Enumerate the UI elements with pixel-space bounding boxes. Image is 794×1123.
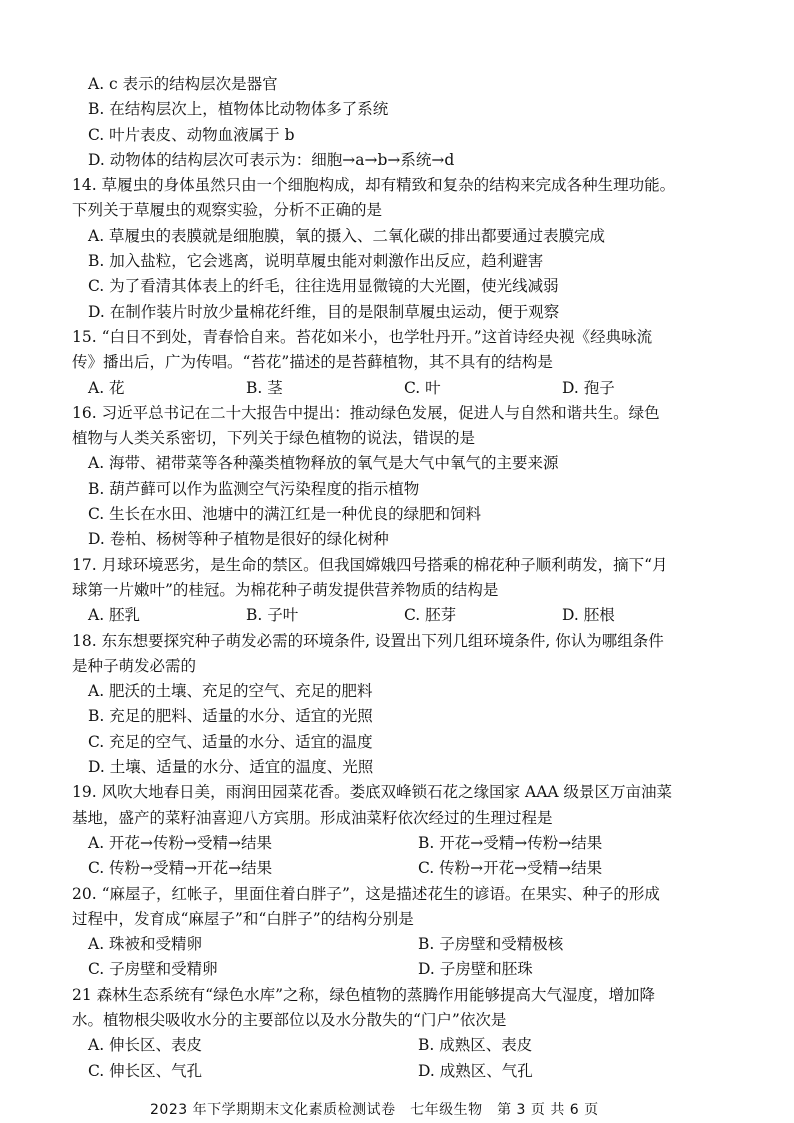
question-19-options	[88, 831, 750, 856]
question-20-options	[88, 957, 750, 982]
question-17-option: A. 胚乳	[88, 606, 141, 625]
question-16-option: B. 葫芦藓可以作为监测空气污染程度的指示植物	[88, 479, 420, 498]
question-19-option: C. 传粉→开花→受精→结果	[418, 859, 603, 878]
question-17-option: D. 胚根	[562, 606, 615, 625]
question-19-stem: 19. 风吹大地春日美，雨润田园菜花香。娄底双峰锁石花之缘国家 AAA 级景区万亩油菜	[72, 783, 673, 802]
question-19-option: C. 传粉→受精→开花→结果	[88, 859, 273, 878]
question-14-option: D. 在制作装片时放少量棉花纤维，目的是限制草履虫运动，便于观察	[88, 302, 560, 321]
question-15-option: D. 孢子	[562, 378, 615, 397]
question-19-option: B. 开花→受精→传粉→结果	[418, 833, 603, 852]
option-line: B. 在结构层次上，植物体比动物体多了系统	[88, 100, 389, 119]
question-21-option: D. 成熟区、气孔	[418, 1061, 533, 1080]
question-15-options	[88, 376, 750, 401]
question-14-option: C. 为了看清其体表上的纤毛，往往选用显微镜的大光圈，使光线减弱	[88, 277, 559, 296]
question-16-option: A. 海带、裙带菜等各种藻类植物释放的氧气是大气中氧气的主要来源	[88, 454, 559, 473]
question-16-option: C. 生长在水田、池塘中的满江红是一种优良的绿肥和饲料	[88, 505, 482, 524]
question-21-option: B. 成熟区、表皮	[418, 1036, 533, 1055]
option-line: A. c 表示的结构层次是器官	[88, 75, 278, 93]
question-19-stem: 基地，盛产的菜籽油喜迎八方宾朋。形成油菜籽依次经过的生理过程是	[72, 808, 553, 827]
question-20-option: D. 子房壁和胚珠	[418, 960, 533, 979]
option-line: D. 动物体的结构层次可表示为：细胞→a→b→系统→d	[88, 150, 455, 169]
question-15-option: B. 茎	[246, 378, 283, 397]
question-21-option: C. 伸长区、气孔	[88, 1061, 203, 1080]
question-15-option: C. 叶	[404, 378, 441, 397]
question-14-option: B. 加入盐粒，它会逃离，说明草履虫能对刺激作出反应，趋利避害	[88, 252, 544, 271]
question-14-stem: 下列关于草履虫的观察实验，分析不正确的是	[72, 201, 383, 220]
question-20-option: B. 子房壁和受精极核	[418, 935, 564, 954]
question-18-stem: 是种子萌发必需的	[72, 656, 197, 675]
question-18-stem: 18. 东东想要探究种子萌发必需的环境条件, 设置出下列几组环境条件, 你认为哪组条件	[72, 631, 664, 650]
question-21-option: A. 伸长区、表皮	[88, 1036, 203, 1055]
question-20-option: A. 珠被和受精卵	[88, 935, 203, 954]
question-17-option: B. 子叶	[246, 606, 299, 625]
question-21-options	[88, 1059, 750, 1084]
question-15-option: A. 花	[88, 378, 125, 397]
question-16-stem: 植物与人类关系密切，下列关于绿色植物的说法，错误的是	[72, 429, 476, 448]
question-18-option: D. 土壤、适量的水分、适宜的温度、光照	[88, 758, 374, 777]
question-18-option: B. 充足的肥料、适量的水分、适宜的光照	[88, 707, 373, 726]
question-14-option: A. 草履虫的表膜就是细胞膜，氧的摄入、二氧化碳的排出都要通过表膜完成	[88, 226, 606, 245]
question-18-option: A. 肥沃的土壤、充足的空气、充足的肥料	[88, 682, 373, 701]
option-line: C. 叶片表皮、动物血液属于 b	[88, 125, 295, 144]
question-21-options	[88, 1033, 750, 1058]
question-14-stem: 14. 草履虫的身体虽然只由一个细胞构成，却有精致和复杂的结构来完成各种生理功能。	[72, 176, 676, 195]
question-17-option: C. 胚芽	[404, 606, 457, 625]
question-17-options	[88, 603, 750, 628]
question-20-stem: 20. “麻屋子，红帐子，里面住着白胖子”，这是描述花生的谚语。在果实、种子的形成	[72, 884, 660, 903]
page-footer: 2023 年下学期期末文化素质检测试卷 七年级生物 第 3 页 共 6 页	[150, 1102, 599, 1118]
question-19-option: A. 开花→传粉→受精→结果	[88, 833, 273, 852]
question-20-option: C. 子房壁和受精卵	[88, 960, 218, 979]
question-15-stem: 15. “白日不到处，青春恰自来。苔花如米小，也学牡丹开。”这首诗经央视《经典咏流	[72, 327, 653, 346]
question-15-stem: 传》播出后，广为传唱。“苔花”描述的是苔藓植物，其不具有的结构是	[72, 353, 553, 372]
question-17-stem: 17. 月球环境恶劣，是生命的禁区。但我国嫦娥四号搭乘的棉花种子顺利萌发，摘下“月	[72, 555, 668, 574]
question-19-options	[88, 856, 750, 881]
question-20-stem: 过程中，发育成“麻屋子”和“白胖子”的结构分别是	[72, 909, 414, 928]
question-20-options	[88, 932, 750, 957]
question-21-stem: 21 森林生态系统有“绿色水库”之称，绿色植物的蒸腾作用能够提高大气湿度，增加降	[72, 985, 656, 1004]
question-21-stem: 水。植物根尖吸收水分的主要部位以及水分散失的“门户”依次是	[72, 1010, 507, 1029]
question-16-option: D. 卷柏、杨树等种子植物是很好的绿化树种	[88, 530, 389, 549]
question-16-stem: 16. 习近平总书记在二十大报告中提出：推动绿色发展，促进人与自然和谐共生。绿色	[72, 403, 660, 422]
question-17-stem: 球第一片嫩叶”的桂冠。为棉花种子萌发提供营养物质的结构是	[72, 580, 499, 599]
question-18-option: C. 充足的空气、适量的水分、适宜的温度	[88, 732, 373, 751]
